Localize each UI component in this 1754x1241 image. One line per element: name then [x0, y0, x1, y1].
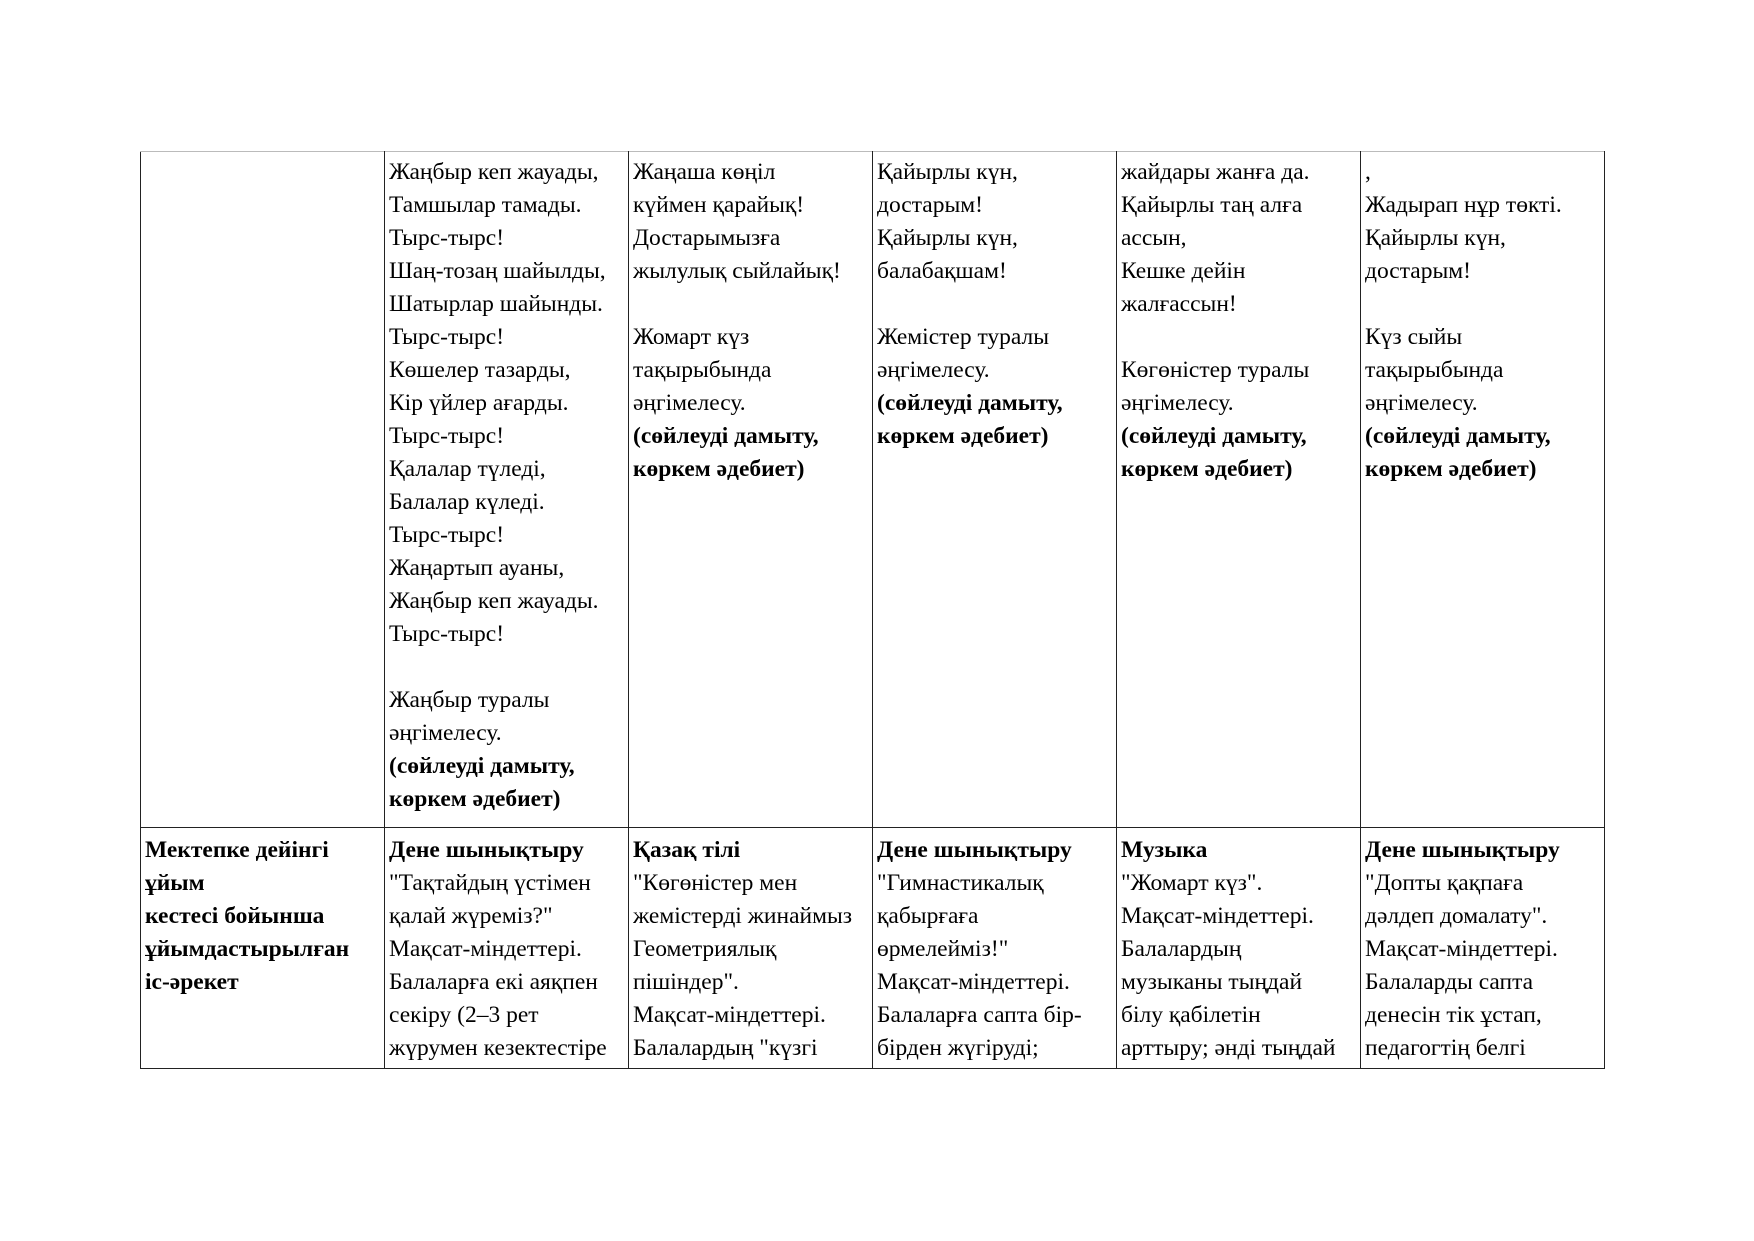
cell-text-line: Тырс-тырс! [389, 324, 505, 350]
cell-text-line [1121, 321, 1356, 354]
cell-text-line: қалай жүреміз?" [389, 903, 553, 929]
wednesday-cell [873, 152, 1117, 828]
cell-text-line: "Көгөністер мен [633, 870, 798, 896]
cell-text-line: Дене шынықтыру [877, 837, 1072, 863]
cell-text-line: жемістерді жинаймыз [633, 903, 853, 929]
friday-cell [1361, 152, 1605, 828]
cell-text-line: (сөйлеуді дамыту, [633, 423, 819, 449]
cell-text-line: Шатырлар шайынды. [389, 291, 603, 317]
cell-text-line: музыканы тыңдай [1121, 969, 1303, 995]
row-label-cell [141, 828, 385, 1069]
cell-text-line: пішіндер". [633, 969, 739, 995]
monday-cell [385, 828, 629, 1069]
cell-text-line: тақырыбында [1365, 357, 1504, 383]
cell-text-line: Күз сыйы [1365, 324, 1463, 350]
cell-text-line: достарым! [877, 192, 983, 218]
cell-text-line: әңгімелесу. [1121, 390, 1234, 416]
cell-text-line: Мақсат-міндеттері. [877, 969, 1070, 995]
cell-text-line: жүрумен кезектестіре [389, 1035, 607, 1061]
monday-cell [385, 152, 629, 828]
cell-text-line: Тырс-тырс! [389, 621, 505, 647]
cell-text-line: секіру (2–3 рет [389, 1002, 539, 1028]
cell-text-line: кестесі бойынша [145, 903, 325, 929]
cell-text-line: (сөйлеуді дамыту, [1365, 423, 1551, 449]
cell-text-line: Тырс-тырс! [389, 522, 505, 548]
thursday-cell [1117, 828, 1361, 1069]
cell-text-line: Мақсат-міндеттері. [633, 1002, 826, 1028]
cell-text-line [877, 288, 1112, 321]
thursday-cell [1117, 152, 1361, 828]
cell-text-line: көркем әдебиет) [877, 423, 1049, 449]
cell-text-line: дәлдеп домалату". [1365, 903, 1548, 929]
cell-text-line: жайдары жанға да. [1121, 159, 1310, 185]
cell-text-line: қабырғаға [877, 903, 979, 929]
cell-text-line: (сөйлеуді дамыту, [877, 390, 1063, 416]
cell-text-line [633, 288, 868, 321]
cell-text-line: көркем әдебиет) [633, 456, 805, 482]
cell-text-line: Жомарт күз [633, 324, 750, 350]
cell-text-line: (сөйлеуді дамыту, [389, 753, 575, 779]
cell-text-line: іс-әрекет [145, 969, 239, 995]
cell-text-line: Мақсат-міндеттері. [1365, 936, 1558, 962]
cell-text-line: Балалардың "күзгі [633, 1035, 818, 1061]
cell-text-line: Шаң-тозаң шайылды, [389, 258, 606, 284]
cell-text-line: Қайырлы күн, [877, 159, 1018, 185]
cell-text-line: Дене шынықтыру [389, 837, 584, 863]
cell-text-line: бірден жүгіруді; [877, 1035, 1039, 1061]
cell-text-line: Тырс-тырс! [389, 423, 505, 449]
cell-text-line: жалғассын! [1121, 291, 1237, 317]
cell-text-line: білу қабілетін [1121, 1002, 1261, 1028]
cell-text-line: достарым! [1365, 258, 1471, 284]
cell-text-line: Дене шынықтыру [1365, 837, 1560, 863]
cell-text-line: Көшелер тазарды, [389, 357, 571, 383]
cell-text-line: күймен қарайық! [633, 192, 805, 218]
cell-text-line: педагогтің белгі [1365, 1035, 1526, 1061]
cell-text-line: ұйым [145, 870, 205, 896]
cell-text-line: Қайырлы таң алға [1121, 192, 1303, 218]
cell-text-line: әңгімелесу. [389, 720, 502, 746]
cell-text-line: Кешке дейін [1121, 258, 1246, 284]
cell-text-line: "Тақтайдың үстімен [389, 870, 591, 896]
cell-text-line: Жемістер туралы [877, 324, 1050, 350]
cell-text-line [1365, 288, 1600, 321]
cell-text-line: Қазақ тілі [633, 837, 741, 863]
tuesday-cell [629, 152, 873, 828]
cell-text-line: көркем әдебиет) [1365, 456, 1537, 482]
cell-text-line: арттыру; әнді тыңдай [1121, 1035, 1336, 1061]
schedule-table [140, 151, 1605, 1069]
cell-text-line: Мектепке дейінгі [145, 837, 329, 863]
cell-text-line [389, 651, 624, 684]
cell-text-line: Жаңаша көңіл [633, 159, 776, 185]
cell-text-line: Жаңартып ауаны, [389, 555, 565, 581]
cell-text-line: Балаларды сапта [1365, 969, 1534, 995]
cell-text-line: көркем әдебиет) [1121, 456, 1293, 482]
cell-text-line: Достарымызға [633, 225, 781, 251]
tuesday-cell [629, 828, 873, 1069]
cell-text-line: Балаларға екі аяқпен [389, 969, 598, 995]
cell-text-line: Көгөністер туралы [1121, 357, 1310, 383]
cell-text-line: Геометриялық [633, 936, 777, 962]
cell-text-line: Музыка [1121, 837, 1208, 863]
cell-text-line: әңгімелесу. [633, 390, 746, 416]
cell-text-line: өрмелейміз!" [877, 936, 1009, 962]
cell-text-line: "Допты қақпаға [1365, 870, 1524, 896]
cell-text-line: Жаңбыр кеп жауады. [389, 588, 599, 614]
cell-text-line: "Гимнастикалық [877, 870, 1044, 896]
cell-text-line: Кір үйлер ағарды. [389, 390, 569, 416]
cell-text-line: Мақсат-міндеттері. [1121, 903, 1314, 929]
cell-text-line: Жаңбыр туралы [389, 687, 550, 713]
cell-text-line: Қалалар түледі, [389, 456, 546, 482]
cell-text-line: "Жомарт күз". [1121, 870, 1263, 896]
cell-text-line: көркем әдебиет) [389, 786, 561, 812]
friday-cell [1361, 828, 1605, 1069]
cell-text-line: Балалар күледі. [389, 489, 545, 515]
cell-text-line: Мақсат-міндеттері. [389, 936, 582, 962]
cell-text-line: Тырс-тырс! [389, 225, 505, 251]
cell-text-line: ассын, [1121, 225, 1187, 251]
cell-text-line: Жадырап нұр төкті. [1365, 192, 1562, 218]
wednesday-cell [873, 828, 1117, 1069]
cell-text-line: Қайырлы күн, [877, 225, 1018, 251]
cell-text-line: , [1365, 159, 1371, 185]
cell-text-line: жылулық сыйлайық! [633, 258, 841, 284]
cell-text-line: Балаларға сапта бір- [877, 1002, 1082, 1028]
cell-text-line: ұйымдастырылған [145, 936, 350, 962]
cell-text-line: әңгімелесу. [877, 357, 990, 383]
cell-text-line: (сөйлеуді дамыту, [1121, 423, 1307, 449]
cell-text-line: Жаңбыр кеп жауады, [389, 159, 599, 185]
table-row-greetings [141, 152, 1605, 828]
cell-text-line: Қайырлы күн, [1365, 225, 1506, 251]
cell-text-line: Тамшылар тамады. [389, 192, 582, 218]
cell-text-line: денесін тік ұстап, [1365, 1002, 1542, 1028]
table-row-organized-activity [141, 828, 1605, 1069]
cell-text-line: әңгімелесу. [1365, 390, 1478, 416]
cell-text-line: балабақшам! [877, 258, 1007, 284]
row-label-cell [141, 152, 385, 828]
cell-text-line: Балалардың [1121, 936, 1242, 962]
cell-text-line: тақырыбында [633, 357, 772, 383]
